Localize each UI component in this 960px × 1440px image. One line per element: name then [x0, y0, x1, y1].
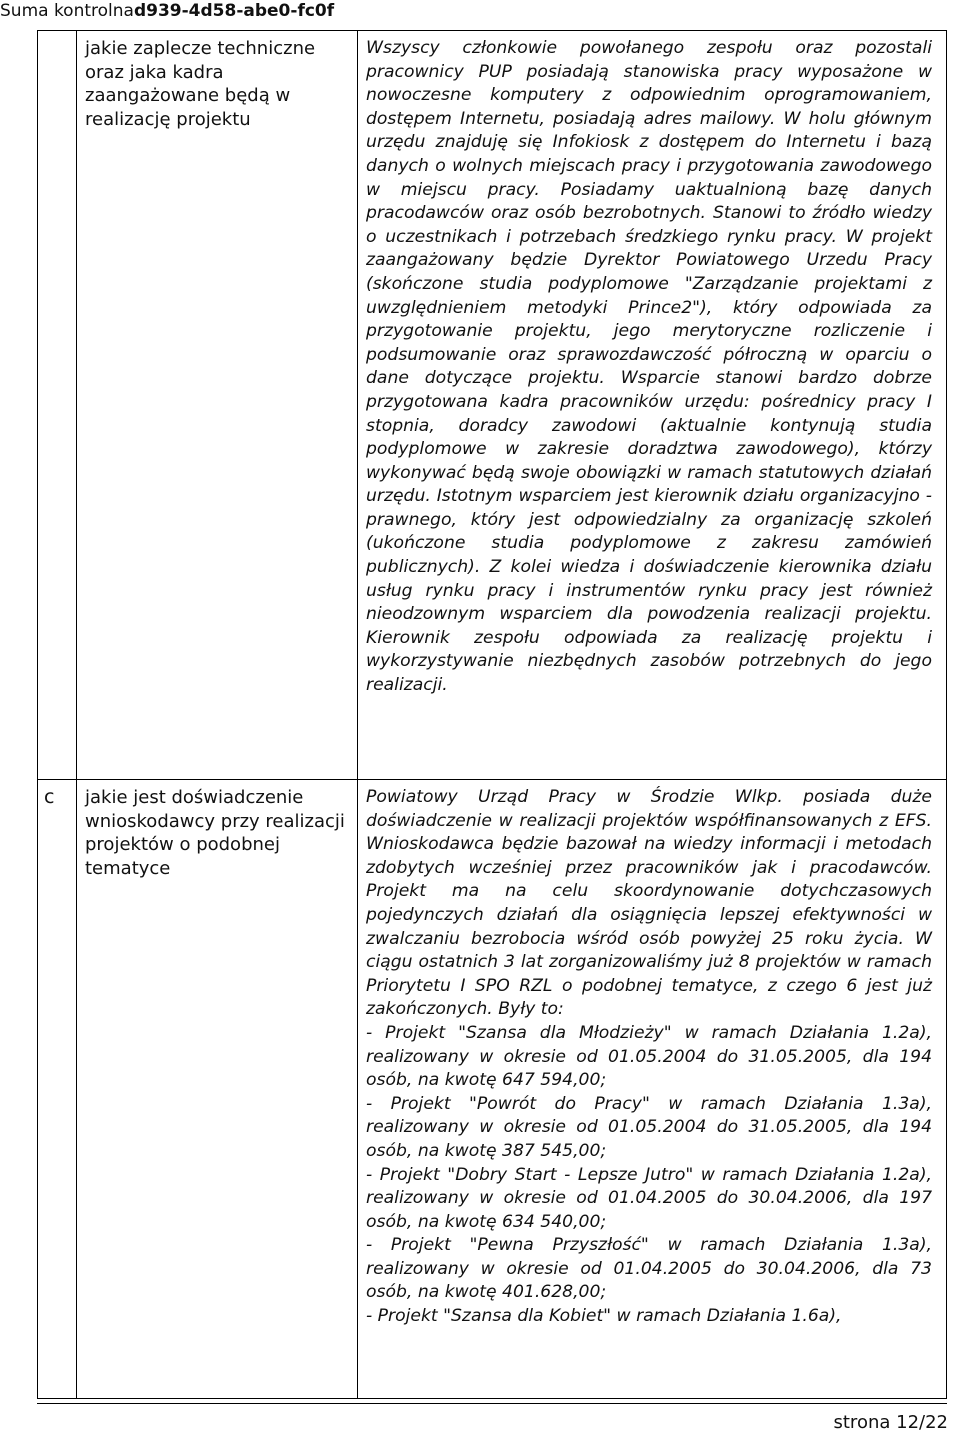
page-number: strona 12/22: [833, 1412, 948, 1433]
table-row: [38, 780, 947, 1399]
row-answer: [358, 780, 947, 1399]
project-item: - Projekt "Dobry Start - Lepsze Jutro" w ramach Działania 1.2a), realizowany w okresie od 01.04.2005 do 30.04.2006, dla 197 osób, na kwotę 634 540,00;: [366, 1164, 932, 1232]
row-question: jakie zaplecze techniczne oraz jaka kadra zaangażowane będą w realizację projektu: [77, 31, 358, 780]
table-row: [38, 31, 947, 780]
row-question: jakie jest doświadczenie wnioskodawcy przy realizacji projektów o podobnej tematyce: [77, 780, 358, 1399]
answer-intro: Powiatowy Urząd Pracy w Środzie Wlkp. posiada duże doświadczenie w realizacji projektów współfinansowanych z EFS. Wnioskodawca będzie bazował na wiedzy informacji i metodach zdobytych wcześniej przez pracowników jak i pracodawców. Projekt ma na celu skoordynowanie dotychczasowych pojedynczych działań dla osiągnięcia lepszej efektywności w zwalczaniu bezrobocia wśród osób powyżej 25 roku życia. W ciągu ostatnich 3 lat zorganizowaliśmy już 8 projektów w ramach Priorytetu I SPO RZL o podobnej tematyce, z czego 6 jest już zakończonych. Były to:: [366, 787, 932, 1020]
project-item: - Projekt "Pewna Przyszłość" w ramach Działania 1.3a), realizowany w okresie od 01.04.2005 do 30.04.2006, dla 73 osób, na kwotę 401.628,00;: [366, 1235, 932, 1303]
row-letter: c: [38, 780, 77, 1399]
footer-divider: [37, 1403, 947, 1404]
row-letter: [38, 31, 77, 780]
document-header: [0, 0, 960, 24]
application-form-table: [37, 30, 947, 1399]
project-item: - Projekt "Szansa dla Kobiet" w ramach Działania 1.6a),: [366, 1306, 842, 1327]
answer-text: Wszyscy członkowie powołanego zespołu oraz pozostali pracownicy PUP posiadają stanowiska pracy wyposażone w nowoczesne komputery z odpowiednim oprogramowaniem, dostępem Internetu, posiadają adres mailowy. W holu głównym urzędu znajduję się Infokiosk z dostępem do Internetu i bazą danych o wolnych miejscach pracy i przygotowania zawodowego w miejscu pracy. Posiadamy uaktualnioną bazę danych pracodawców oraz osób bezrobotnych. Stanowi to źródło wiedzy o uczestnikach i potrzebach średzkiego rynku pracy. W projekt zaangażowany będzie Dyrektor Powiatowego Urzedu Pracy (skończone studia podyplomowe "Zarządzanie projektami z uwzględnieniem metodyki Prince2"), który odpowiada za przygotowanie projektu, jego merytoryczne rozliczenie i podsumowanie oraz sprawozdawczość półroczną w oparciu o dane dotyczące projektu. Wsparcie stanowi bardzo dobrze przygotowana kadra pracowników urzędu: pośrednicy pracy I stopnia, doradcy zawodowi (aktualnie kontynują studia podyplomowe w zakresie doradztwa zawodowego), którzy wykonywać będą swoje obowiązki w ramach statutowych działań urzędu. Istotnym wsparciem jest kierownik działu organizacyjno - prawnego, który jest odpowiedzialny za organizację szkoleń (ukończone studia podyplomowe z zakresu zamówień publicznych). Z kolei wiedza i doświadczenie kierownika działu usług rynku pracy i instrumentów rynku pracy jest również nieodzownym wsparciem dla powodzenia realizacji projektu. Kierownik zespołu odpowiada za realizację projektu i wykorzystywanie niezbędnych zasobów potrzebnych do jego realizacji.: [366, 38, 932, 696]
checksum-label: Suma kontrolna: [0, 1, 134, 21]
row-answer: [358, 31, 947, 780]
project-item: - Projekt "Szansa dla Młodzieży" w ramach Działania 1.2a), realizowany w okresie od 01.05.2004 do 31.05.2005, dla 194 osób, na kwotę 647 594,00;: [366, 1022, 932, 1091]
checksum-value: d939-4d58-abe0-fc0f: [133, 1, 335, 21]
project-item: - Projekt "Powrót do Pracy" w ramach Działania 1.3a), realizowany w okresie od 01.05.2004 do 31.05.2005, dla 194 osób, na kwotę 387 545,00;: [366, 1093, 932, 1161]
